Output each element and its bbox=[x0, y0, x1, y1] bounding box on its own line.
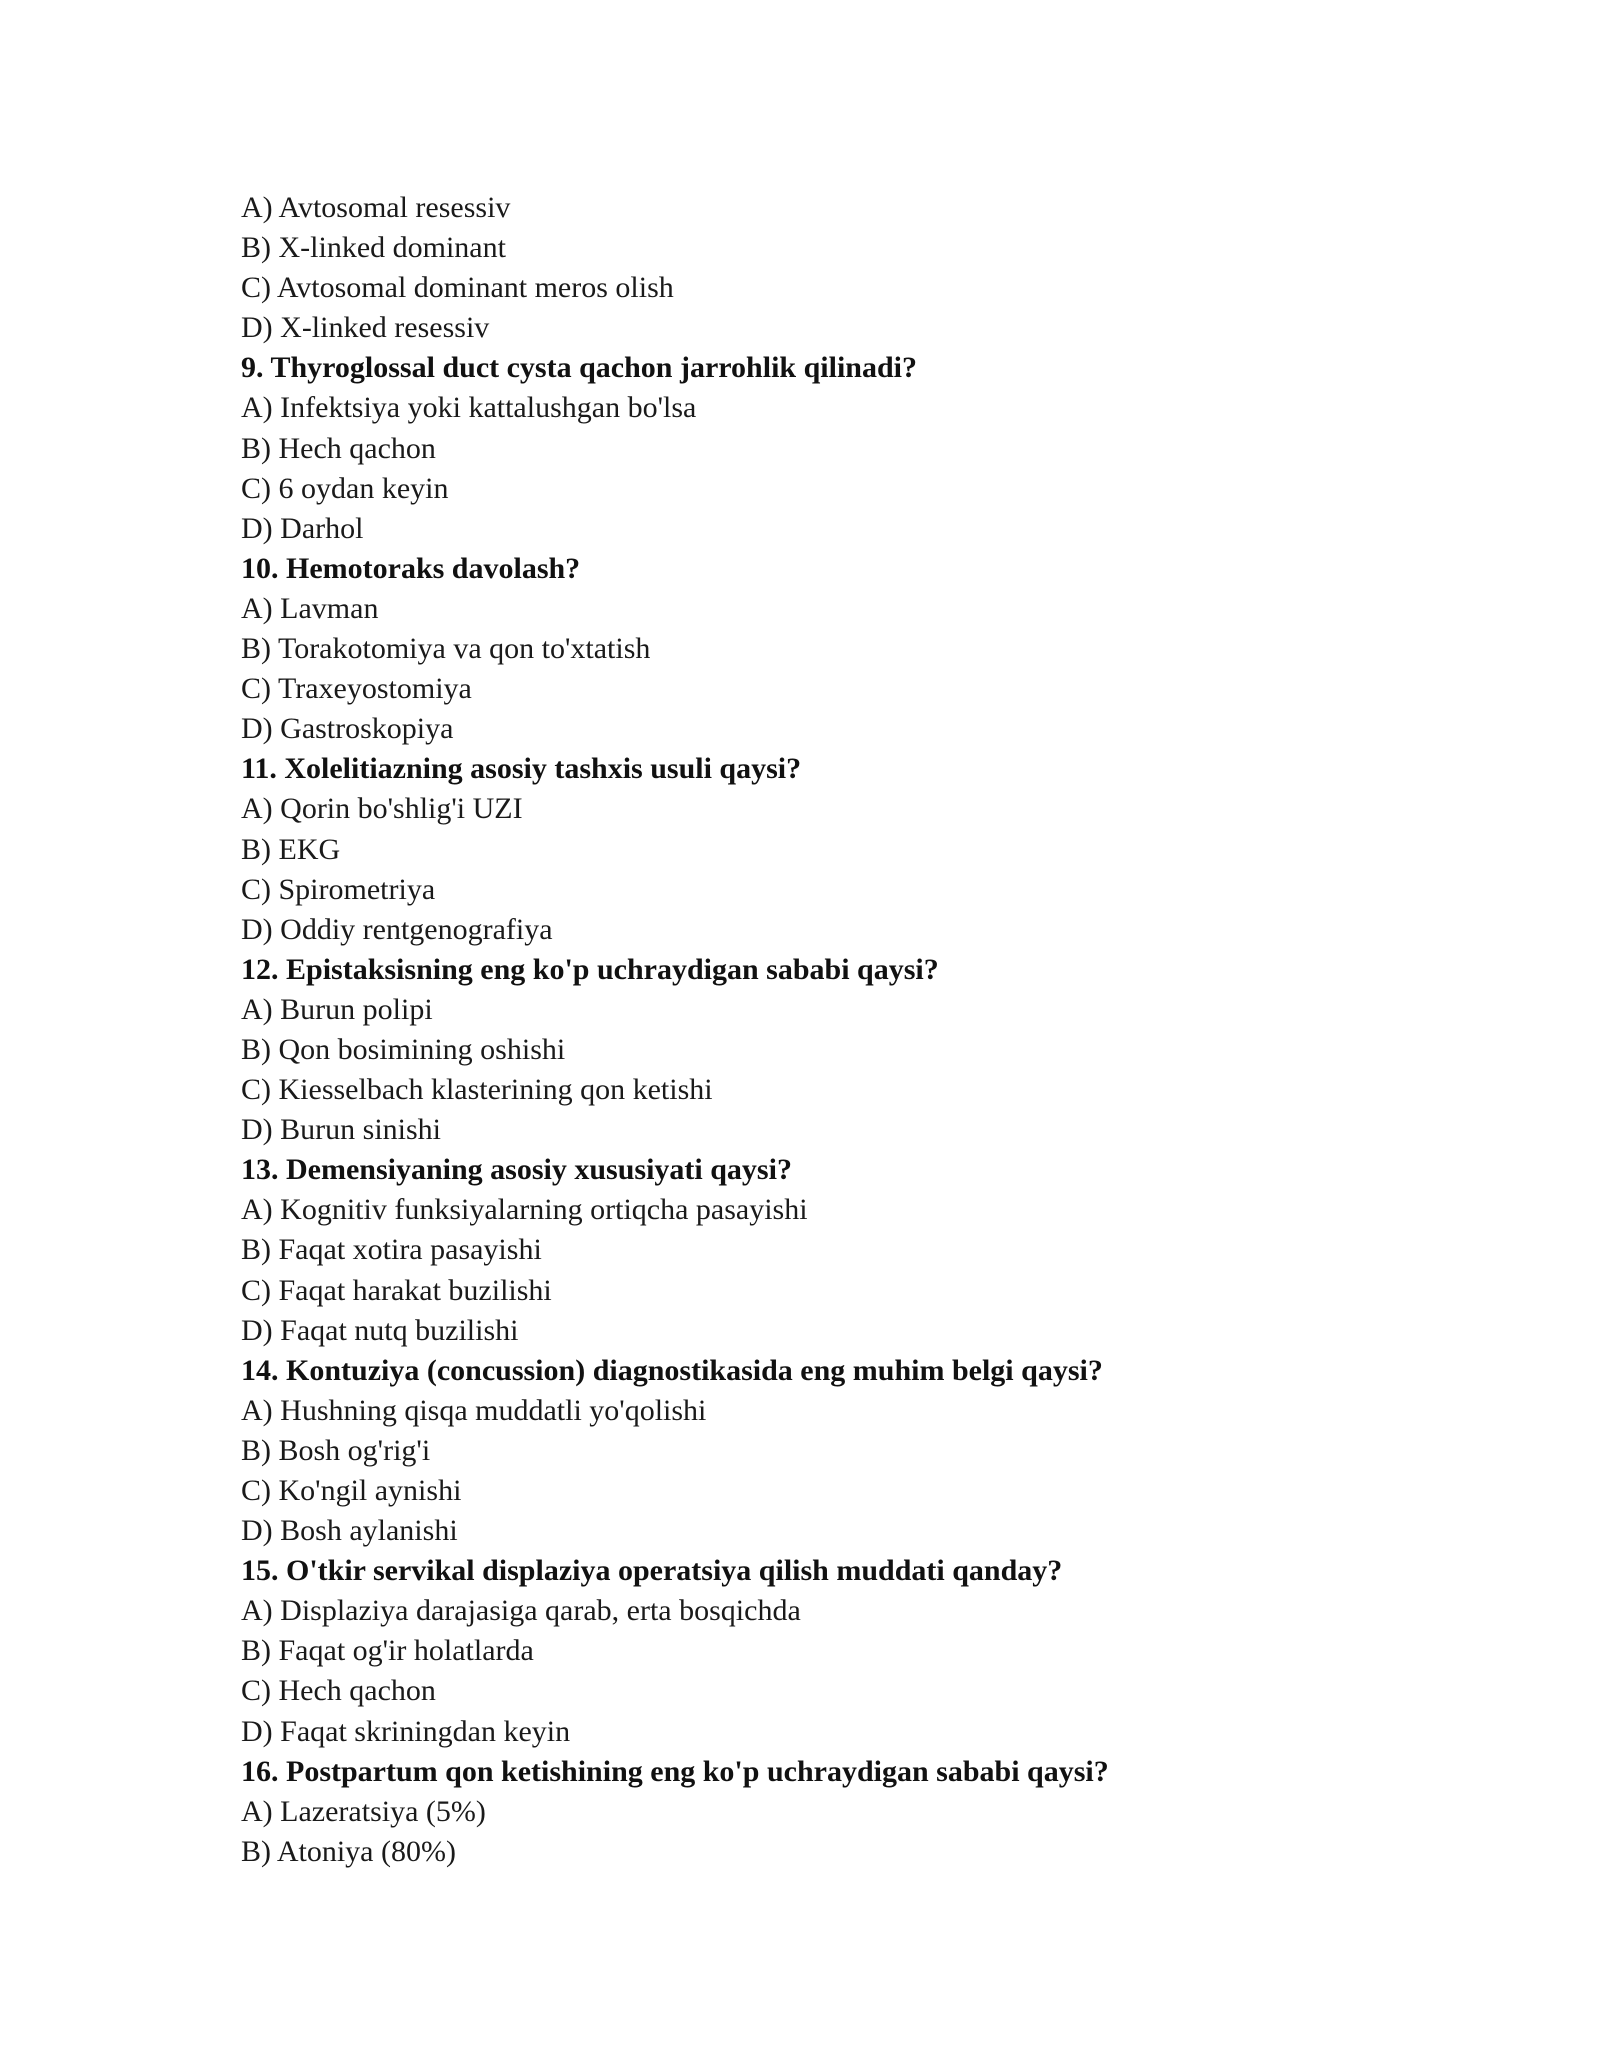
answer-option: D) X-linked resessiv bbox=[241, 311, 490, 345]
answer-option: D) Faqat skriningdan keyin bbox=[241, 1714, 571, 1748]
answer-option: A) Burun polipi bbox=[241, 992, 433, 1026]
answer-option: D) Bosh aylanishi bbox=[241, 1514, 458, 1548]
question-heading: 16. Postpartum qon ketishining eng ko'p uchraydigan sababi qaysi? bbox=[241, 1754, 1109, 1788]
answer-option: B) Bosh og'rig'i bbox=[241, 1433, 431, 1467]
answer-option: C) 6 oydan keyin bbox=[241, 471, 449, 505]
answer-option: A) Lavman bbox=[241, 591, 379, 625]
answer-option: A) Kognitiv funksiyalarning ortiqcha pasayishi bbox=[241, 1193, 808, 1227]
answer-option: A) Hushning qisqa muddatli yo'qolishi bbox=[241, 1393, 707, 1427]
answer-option: B) Torakotomiya va qon to'xtatish bbox=[241, 632, 651, 666]
answer-option: A) Displaziya darajasiga qarab, erta bosqichda bbox=[241, 1594, 801, 1628]
answer-option: C) Traxeyostomiya bbox=[241, 672, 472, 706]
answer-option: A) Lazeratsiya (5%) bbox=[241, 1794, 486, 1828]
answer-option: A) Infektsiya yoki kattalushgan bo'lsa bbox=[241, 391, 697, 425]
answer-option: B) Faqat xotira pasayishi bbox=[241, 1233, 542, 1267]
question-heading: 14. Kontuziya (concussion) diagnostikasida eng muhim belgi qaysi? bbox=[241, 1353, 1103, 1387]
answer-option: B) Hech qachon bbox=[241, 431, 436, 465]
answer-option: A) Qorin bo'shlig'i UZI bbox=[241, 792, 523, 826]
question-heading: 13. Demensiyaning asosiy xususiyati qaysi? bbox=[241, 1153, 792, 1187]
answer-option: D) Darhol bbox=[241, 511, 364, 545]
quiz-text-block bbox=[241, 188, 1491, 1872]
question-heading: 15. O'tkir servikal displaziya operatsiya qilish muddati qanday? bbox=[241, 1554, 1063, 1588]
question-heading: 9. Thyroglossal duct cysta qachon jarrohlik qilinadi? bbox=[241, 351, 917, 385]
answer-option: C) Spirometriya bbox=[241, 872, 436, 906]
question-heading: 12. Epistaksisning eng ko'p uchraydigan sababi qaysi? bbox=[241, 952, 939, 986]
answer-option: C) Ko'ngil aynishi bbox=[241, 1474, 462, 1507]
answer-option: C) Avtosomal dominant meros olish bbox=[241, 271, 674, 305]
answer-option: C) Kiesselbach klasterining qon ketishi bbox=[241, 1073, 713, 1107]
answer-option: D) Gastroskopiya bbox=[241, 712, 454, 746]
question-heading: 11. Xolelitiazning asosiy tashxis usuli qaysi? bbox=[241, 752, 802, 786]
answer-option: C) Hech qachon bbox=[241, 1674, 436, 1708]
answer-option: B) X-linked dominant bbox=[241, 231, 506, 265]
answer-option: B) Faqat og'ir holatlarda bbox=[241, 1634, 534, 1668]
answer-option: B) EKG bbox=[241, 832, 341, 866]
answer-option: C) Faqat harakat buzilishi bbox=[241, 1273, 552, 1307]
answer-option: D) Burun sinishi bbox=[241, 1113, 442, 1147]
answer-option: D) Oddiy rentgenografiya bbox=[241, 912, 553, 946]
answer-option: B) Qon bosimining oshishi bbox=[241, 1032, 566, 1066]
question-heading: 10. Hemotoraks davolash? bbox=[241, 551, 581, 585]
answer-option: D) Faqat nutq buzilishi bbox=[241, 1313, 519, 1347]
answer-option: B) Atoniya (80%) bbox=[241, 1834, 456, 1868]
answer-option: A) Avtosomal resessiv bbox=[241, 191, 511, 224]
